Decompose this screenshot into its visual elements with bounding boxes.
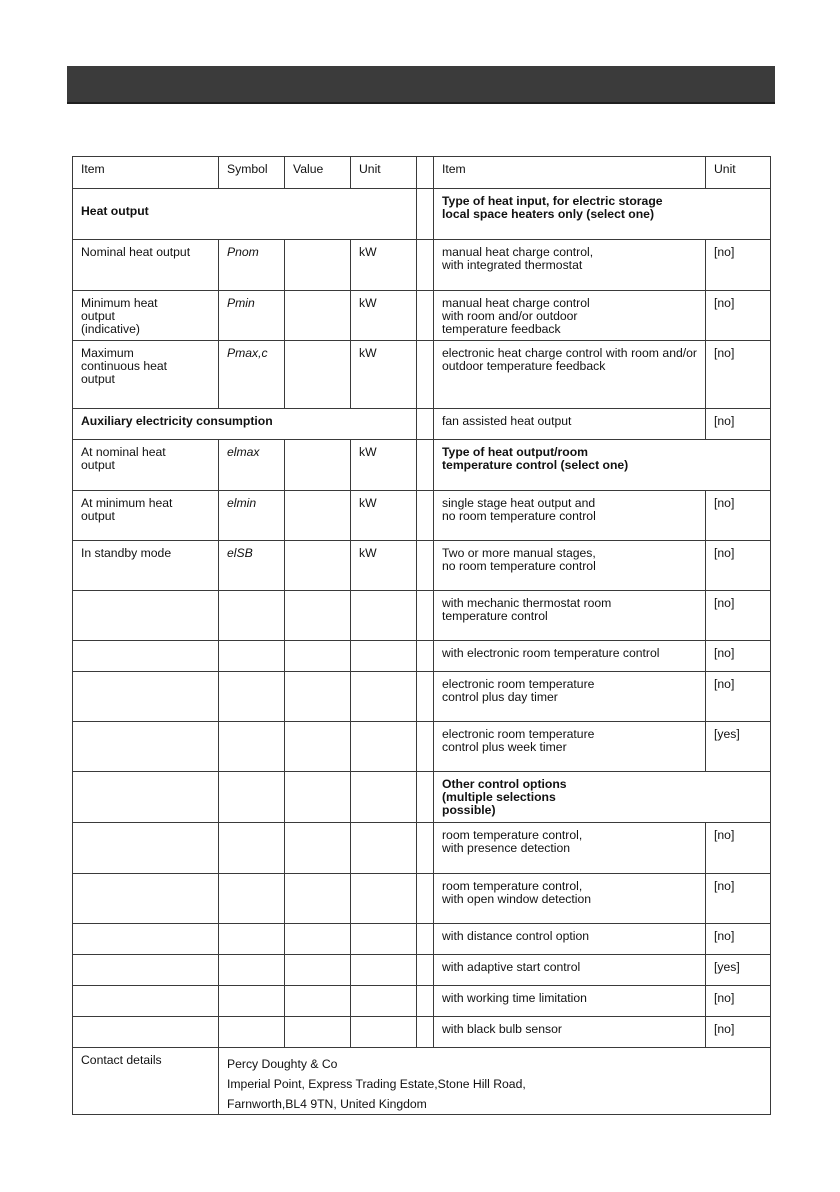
- table-row: [73, 1017, 771, 1048]
- option-unit: [no]: [706, 823, 771, 874]
- contact-row: [73, 1048, 771, 1115]
- spacer-cell: [417, 641, 434, 672]
- other-option: room temperature control, with presence detection: [434, 823, 706, 874]
- symbol-elsb: elSB: [219, 541, 285, 591]
- control-option: single stage heat output and no room temperature control: [434, 491, 706, 541]
- empty-cell: [73, 672, 219, 722]
- table-row: [73, 440, 771, 491]
- other-option: with working time limitation: [434, 986, 706, 1017]
- symbol-pmin: Pmin: [219, 291, 285, 341]
- empty-cell: [219, 672, 285, 722]
- empty-cell: [285, 722, 351, 772]
- spacer-cell: [417, 823, 434, 874]
- spacer-cell: [417, 772, 434, 823]
- option-unit: [no]: [706, 541, 771, 591]
- spacer-cell: [417, 291, 434, 341]
- other-controls-heading: Other control options (multiple selections possible): [434, 772, 771, 823]
- empty-cell: [73, 641, 219, 672]
- empty-cell: [219, 641, 285, 672]
- table-row: [73, 955, 771, 986]
- table-row: [73, 189, 771, 240]
- table-row: [73, 291, 771, 341]
- empty-cell: [285, 1017, 351, 1048]
- other-option: with distance control option: [434, 924, 706, 955]
- control-option: electronic room temperature control plus day timer: [434, 672, 706, 722]
- col-header-unit: Unit: [351, 157, 417, 189]
- option-unit: [no]: [706, 591, 771, 641]
- heat-input-option: manual heat charge control with room and/or outdoor temperature feedback: [434, 291, 706, 341]
- address-line-2: Farnworth,BL4 9TN, United Kingdom: [227, 1097, 427, 1111]
- heat-output-heading: Heat output: [73, 189, 417, 240]
- table-row: [73, 722, 771, 772]
- empty-cell: [73, 955, 219, 986]
- empty-cell: [73, 823, 219, 874]
- at-minimum-label: At minimum heat output: [73, 491, 219, 541]
- table-row: [73, 924, 771, 955]
- empty-cell: [219, 986, 285, 1017]
- table-row: [73, 672, 771, 722]
- empty-cell: [219, 772, 285, 823]
- empty-cell: [219, 874, 285, 924]
- empty-cell: [73, 722, 219, 772]
- empty-cell: [285, 672, 351, 722]
- option-unit: [no]: [706, 409, 771, 440]
- unit-cell: kW: [351, 440, 417, 491]
- spacer-cell: [417, 986, 434, 1017]
- option-unit: [no]: [706, 924, 771, 955]
- other-option: with adaptive start control: [434, 955, 706, 986]
- table-row: [73, 491, 771, 541]
- empty-cell: [285, 772, 351, 823]
- other-option: room temperature control, with open window detection: [434, 874, 706, 924]
- table-row: [73, 823, 771, 874]
- heat-input-option: electronic heat charge control with room and/or outdoor temperature feedback: [434, 341, 706, 409]
- col-header-value: Value: [285, 157, 351, 189]
- option-unit: [yes]: [706, 955, 771, 986]
- section-header-bar: [67, 66, 775, 104]
- option-unit: [yes]: [706, 722, 771, 772]
- empty-cell: [73, 591, 219, 641]
- empty-cell: [351, 874, 417, 924]
- option-unit: [no]: [706, 491, 771, 541]
- empty-cell: [73, 924, 219, 955]
- empty-cell: [285, 874, 351, 924]
- control-option: with electronic room temperature control: [434, 641, 706, 672]
- spacer-cell: [417, 541, 434, 591]
- empty-cell: [73, 772, 219, 823]
- unit-cell: kW: [351, 341, 417, 409]
- control-option: Two or more manual stages, no room temperature control: [434, 541, 706, 591]
- symbol-pmaxc: Pmax,c: [219, 341, 285, 409]
- spacer-cell: [417, 341, 434, 409]
- empty-cell: [351, 924, 417, 955]
- product-information-table: [72, 156, 771, 1115]
- table-row: [73, 772, 771, 823]
- table-row: [73, 240, 771, 291]
- spacer-cell: [417, 672, 434, 722]
- empty-cell: [219, 955, 285, 986]
- option-unit: [no]: [706, 341, 771, 409]
- spacer-cell: [417, 240, 434, 291]
- table-row: [73, 874, 771, 924]
- option-unit: [no]: [706, 986, 771, 1017]
- option-unit: [no]: [706, 240, 771, 291]
- empty-cell: [285, 641, 351, 672]
- contact-details-label: Contact details: [73, 1048, 219, 1115]
- empty-cell: [285, 924, 351, 955]
- value-cell: [285, 291, 351, 341]
- spacer-cell: [417, 157, 434, 189]
- unit-cell: kW: [351, 541, 417, 591]
- empty-cell: [219, 722, 285, 772]
- empty-cell: [351, 986, 417, 1017]
- option-unit: [no]: [706, 672, 771, 722]
- spacer-cell: [417, 189, 434, 240]
- empty-cell: [351, 772, 417, 823]
- symbol-elmin: elmin: [219, 491, 285, 541]
- empty-cell: [285, 955, 351, 986]
- spacer-cell: [417, 491, 434, 541]
- company-name: Percy Doughty & Co: [227, 1057, 338, 1071]
- col-header-symbol: Symbol: [219, 157, 285, 189]
- unit-cell: kW: [351, 491, 417, 541]
- spacer-cell: [417, 591, 434, 641]
- value-cell: [285, 240, 351, 291]
- standby-label: In standby mode: [73, 541, 219, 591]
- empty-cell: [351, 955, 417, 986]
- option-unit: [no]: [706, 874, 771, 924]
- spacer-cell: [417, 440, 434, 491]
- empty-cell: [351, 591, 417, 641]
- auxiliary-electricity-heading: Auxiliary electricity consumption: [73, 409, 417, 440]
- table-row: [73, 341, 771, 409]
- value-cell: [285, 541, 351, 591]
- empty-cell: [351, 672, 417, 722]
- spacer-cell: [417, 1017, 434, 1048]
- control-type-heading: Type of heat output/room temperature control (select one): [434, 440, 771, 491]
- spacer-cell: [417, 874, 434, 924]
- control-option: with mechanic thermostat room temperature control: [434, 591, 706, 641]
- empty-cell: [351, 722, 417, 772]
- value-cell: [285, 341, 351, 409]
- nominal-heat-output-label: Nominal heat output: [73, 240, 219, 291]
- empty-cell: [73, 874, 219, 924]
- table-row: [73, 591, 771, 641]
- maximum-heat-output-label: Maximum continuous heat output: [73, 341, 219, 409]
- symbol-pnom: Pnom: [219, 240, 285, 291]
- empty-cell: [73, 986, 219, 1017]
- empty-cell: [219, 591, 285, 641]
- col-header-item: Item: [73, 157, 219, 189]
- option-unit: [no]: [706, 291, 771, 341]
- control-option: electronic room temperature control plus week timer: [434, 722, 706, 772]
- empty-cell: [351, 1017, 417, 1048]
- heat-input-option: manual heat charge control, with integrated thermostat: [434, 240, 706, 291]
- value-cell: [285, 440, 351, 491]
- at-nominal-label: At nominal heat output: [73, 440, 219, 491]
- table-row: [73, 541, 771, 591]
- table-row: [73, 641, 771, 672]
- value-cell: [285, 491, 351, 541]
- empty-cell: [351, 641, 417, 672]
- spacer-cell: [417, 409, 434, 440]
- heat-input-heading: Type of heat input, for electric storage local space heaters only (select one): [434, 189, 771, 240]
- empty-cell: [285, 986, 351, 1017]
- empty-cell: [351, 823, 417, 874]
- empty-cell: [219, 1017, 285, 1048]
- spacer-cell: [417, 722, 434, 772]
- empty-cell: [219, 924, 285, 955]
- symbol-elmax: elmax: [219, 440, 285, 491]
- col-header-item-right: Item: [434, 157, 706, 189]
- unit-cell: kW: [351, 240, 417, 291]
- empty-cell: [285, 591, 351, 641]
- empty-cell: [219, 823, 285, 874]
- unit-cell: kW: [351, 291, 417, 341]
- spacer-cell: [417, 924, 434, 955]
- heat-input-option: fan assisted heat output: [434, 409, 706, 440]
- table-row: [73, 409, 771, 440]
- spacer-cell: [417, 955, 434, 986]
- option-unit: [no]: [706, 641, 771, 672]
- option-unit: [no]: [706, 1017, 771, 1048]
- contact-details: [219, 1048, 771, 1115]
- empty-cell: [73, 1017, 219, 1048]
- other-option: with black bulb sensor: [434, 1017, 706, 1048]
- minimum-heat-output-label: Minimum heat output (indicative): [73, 291, 219, 341]
- address-line-1: Imperial Point, Express Trading Estate,Stone Hill Road,: [227, 1077, 526, 1091]
- col-header-unit-right: Unit: [706, 157, 771, 189]
- empty-cell: [285, 823, 351, 874]
- table-row: [73, 986, 771, 1017]
- header-row: [73, 157, 771, 189]
